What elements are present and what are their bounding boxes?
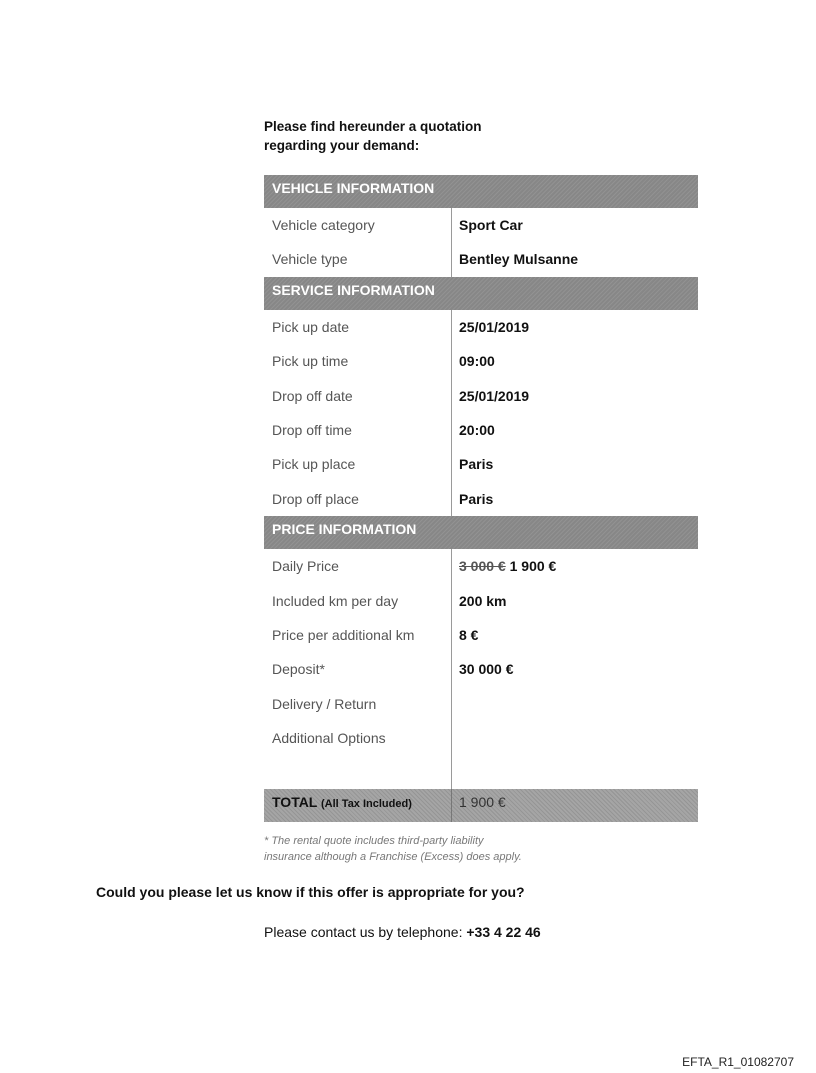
row-label: Drop off date [264,379,452,413]
row-value: 25/01/2019 [459,387,530,404]
row-value: Bentley Mulsanne [459,251,579,268]
table-row [264,447,698,481]
total-label: TOTAL [272,794,318,811]
table-row [264,208,698,242]
table-row [264,687,698,721]
footnote [264,833,584,865]
row-value: Sport Car [459,217,523,233]
intro-line-2: regarding your demand: [264,138,420,153]
spacer-row [264,755,698,789]
table-row [264,584,698,618]
table-row [264,379,698,413]
document-id: EFTA_R1_01082707 [682,1055,794,1069]
intro-text [264,117,564,155]
row-label: Drop off place [264,482,452,516]
row-label: Vehicle category [264,208,452,242]
row-label: Deposit* [264,652,452,686]
service-information-header: SERVICE INFORMATION [264,277,698,310]
table-row [264,344,698,378]
contact-phone: +33 4 22 46 [466,924,541,940]
vehicle-information-header: VEHICLE INFORMATION [264,175,698,208]
row-value: 09:00 [459,353,495,370]
footnote-line-1: * The rental quote includes third-party liability [264,835,484,847]
daily-price-value [452,549,698,583]
quotation-table [264,175,698,822]
row-label: Delivery / Return [264,687,452,721]
row-value: 30 000 € [459,661,514,678]
price-information-header: PRICE INFORMATION [264,516,698,549]
total-label-cell [264,789,452,822]
table-row [264,242,698,276]
row-label: Vehicle type [264,242,452,276]
row-label: Included km per day [264,584,452,618]
table-row [264,652,698,686]
table-row [264,482,698,516]
row-value [452,721,698,755]
footnote-line-2: insurance although a Franchise (Excess) does apply. [264,851,522,863]
table-row [264,618,698,652]
row-value: Paris [459,490,494,507]
row-value: 8 € [459,626,479,643]
row-label: Pick up date [264,310,452,344]
total-tax-note: (All Tax Included) [321,798,412,811]
row-label: Daily Price [264,549,452,583]
table-row [264,721,698,755]
row-label: Price per additional km [264,618,452,652]
row-label: Pick up time [264,344,452,378]
table-row [264,310,698,344]
contact-line [264,924,541,940]
total-value: 1 900 € [459,794,506,811]
row-value: 20:00 [459,421,495,438]
row-value: 25/01/2019 [459,318,530,335]
row-value [452,687,698,721]
contact-text: Please contact us by telephone: [264,924,463,940]
row-value: 200 km [459,592,507,609]
offer-question: Could you please let us know if this offer is appropriate for you? [96,884,525,900]
table-row [264,549,698,583]
row-label: Drop off time [264,413,452,447]
new-daily-price: 1 900 € [509,558,557,575]
total-row [264,789,698,822]
old-daily-price: 3 000 € [459,558,506,575]
row-label: Additional Options [264,721,452,755]
intro-line-1: Please find hereunder a quotation [264,119,482,134]
row-value: Paris [459,456,494,473]
table-row [264,413,698,447]
row-label: Pick up place [264,447,452,481]
spacer-label-cell [264,755,452,789]
spacer-value-cell [452,755,698,789]
